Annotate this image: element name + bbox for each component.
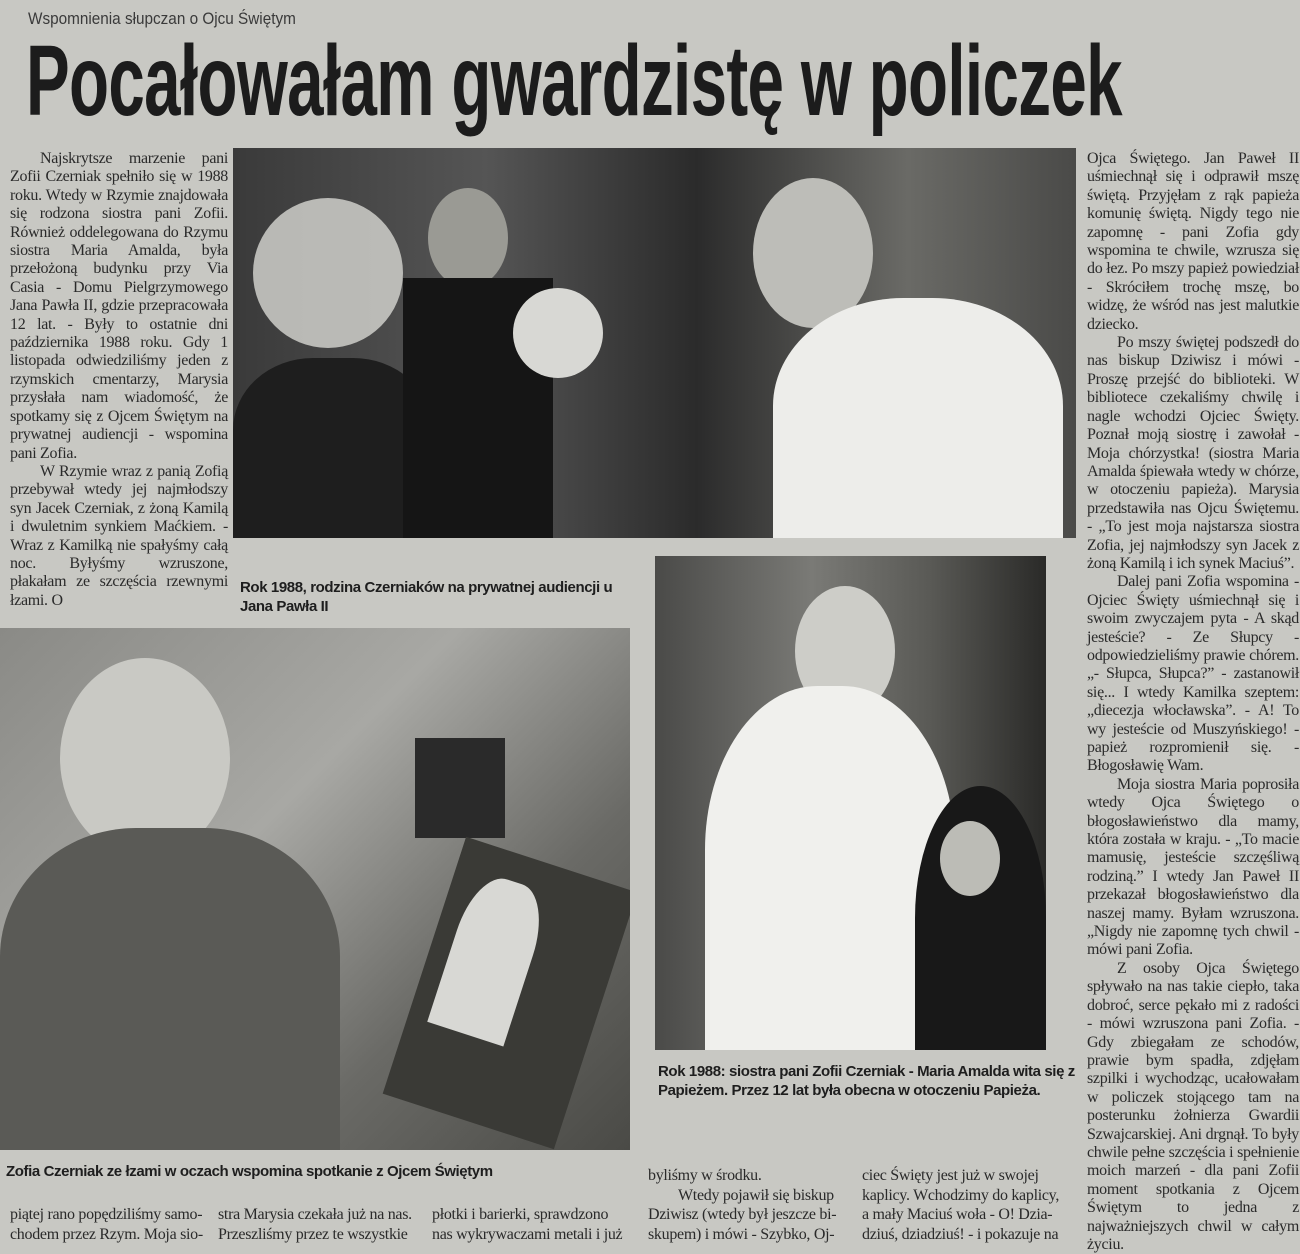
text-line: ciec Święty jest już w swojej [862, 1167, 1039, 1184]
bottom-column-2 [218, 1205, 423, 1244]
text-line: kaplicy. Wchodzimy do kaplicy, [862, 1186, 1060, 1204]
paragraph: Ojca Świętego. Jan Paweł II uśmiechnął się i odprawił mszę świętą. Przyjęłam z rąk papieża komunię świętą. Nigdy tego nie zapomnę - pani Zofia gdy wspomina te chwile, wzrusza się do łez. Po mszy papież powiedział - Skróciłem trochę mszę, bo widzę, że wśród nas jest malutkie dziecko. [1087, 150, 1299, 333]
text-line: chodem przez Rzym. Moja sio- [10, 1225, 203, 1243]
text-line: Dziwisz (wtedy był jeszcze bi- [648, 1206, 837, 1224]
text-line: płotki i barierki, sprawdzono [432, 1206, 609, 1223]
text-line: a mały Maciuś woła - O! Dzia- [862, 1206, 1053, 1224]
photo-zofia-with-photograph [0, 628, 630, 1150]
text-line: nas wykrywaczami metali i już [432, 1225, 623, 1243]
left-column [10, 150, 228, 610]
text-line: stra Marysia czekała już na nas. [218, 1206, 412, 1223]
paragraph: Po mszy świętej podszedł do nas biskup Dziwisz i mówi - Proszę przejść do biblioteki. W bibliotece czekaliśmy chwilę i nagle wchodzi Ojciec Święty. Poznał moją siostrę i zawołał - Moja chórzystka! (siostra Maria Amalda śpiewała wtedy w chórze, w otoczeniu papieża). Marysia przedstawiła nas Ojcu Świętemu. - „To jest moja najstarsza siostra Zofia, jej najmłodszy syn Jacek z żoną Kamilą i ich synek Maciuś”. [1087, 334, 1299, 572]
headline: Pocałowałam gwardzistę w policzek [26, 25, 1122, 137]
photo-family-audience [233, 148, 1076, 538]
caption-photo1: Rok 1988, rodzina Czerniaków na prywatnej audiencji u Jana Pawła II [240, 579, 613, 615]
right-column [1087, 150, 1299, 1254]
text-line: dziuś, dziadziuś! - i pokazuje na [862, 1225, 1059, 1243]
bottom-column-4 [648, 1166, 855, 1244]
bottom-column-5 [862, 1166, 1077, 1244]
section-kicker: Wspomnienia słupczan o Ojcu Świętym [28, 9, 296, 28]
paragraph: Dalej pani Zofia wspomina - Ojciec Święty uśmiechnął się i swoim zwyczajem pyta - A skąd jesteście? - Ze Słupcy - odpowiedzieliśmy prawie chórem. „- Słupca, Słupca?” - zastanowił się... I wtedy Kamilka szeptem: „diecezja włocławska”. - A! To wy jesteście od Muszyńskiego! - papież rozpromienił się. - Błogosławię Wam. [1087, 573, 1299, 775]
paragraph: Moja siostra Maria poprosiła wtedy Ojca Świętego o błogosławieństwo dla mamy, która została w kraju. - „To macie mamusię, jesteście szczęśliwą rodziną.” I wtedy Jan Paweł II przekazał błogosławieństwo dla naszej mamy. Byłam wzruszona. „Nigdy nie zapomnę tych chwil - mówi pani Zofia. [1087, 775, 1299, 959]
text-line: piątej rano popędziliśmy samo- [10, 1206, 203, 1223]
bottom-column-3 [432, 1205, 637, 1244]
text-line: Wtedy pojawił się biskup [678, 1186, 834, 1204]
text-line: Przeszliśmy przez te wszystkie [218, 1225, 408, 1243]
text-line: byliśmy w środku. [648, 1167, 762, 1184]
paragraph: Z osoby Ojca Świętego spływało na nas takie ciepło, taka dobroć, serce pękało mi z radości - mówi wzruszona pani Zofia. - Gdy zbiegałam ze schodów, prawie bym spadła, zdjęłam szpilki i wychodząc, ucałowałam w policzek stojącego tam na posterunku żołnierza Gwardii Szwajcarskiej. Ani drgnął. To były chwile pełne szczęścia i spełnienie moich marzeń - dla pani Zofii moment spotkania z Ojcem Świętym to jedna z najważniejszych chwil w całym życiu. [1087, 959, 1299, 1253]
paragraph: W Rzymie wraz z panią Zofią przebywał wtedy jej najmłodszy syn Jacek Czerniak, z żoną Kamilą i dwuletnim synkiem Maćkiem. - Wraz z Kamilką nie spałyśmy całą noc. Byłyśmy wzruszone, płakałam ze szczęścia rzewnymi łzami. O [10, 462, 228, 609]
text-line: skupem) i mówi - Szybko, Oj- [648, 1225, 835, 1243]
photo-sister-with-pope [655, 556, 1046, 1050]
bottom-column-1 [10, 1205, 210, 1244]
caption-photo2: Zofia Czerniak ze łzami w oczach wspomina spotkanie z Ojcem Świętym [6, 1163, 493, 1180]
paragraph: Najskrytsze marzenie pani Zofii Czerniak spełniło się w 1988 roku. Wtedy w Rzymie znajdowała się rodzona siostra pani Zofii. Również oddelegowana do Rzymu siostra Maria Amalda, była przełożoną budynku przy Via Casia - Domu Pielgrzymowego Jana Pawła II, gdzie przepracowała 12 lat. - Były to ostatnie dni października 1988 roku. Gdy 1 listopada odwiedziliśmy jeden z rzymskich cmentarzy, Marysia przysłała nam wiadomość, że spotkamy się z Ojcem Świętym na prywatnej audiencji - wspomina pani Zofia. [10, 150, 228, 462]
caption-photo3: Rok 1988: siostra pani Zofii Czerniak - Maria Amalda wita się z Papieżem. Przez 12 lat była obecna w otoczeniu Papieża. [658, 1063, 1075, 1099]
